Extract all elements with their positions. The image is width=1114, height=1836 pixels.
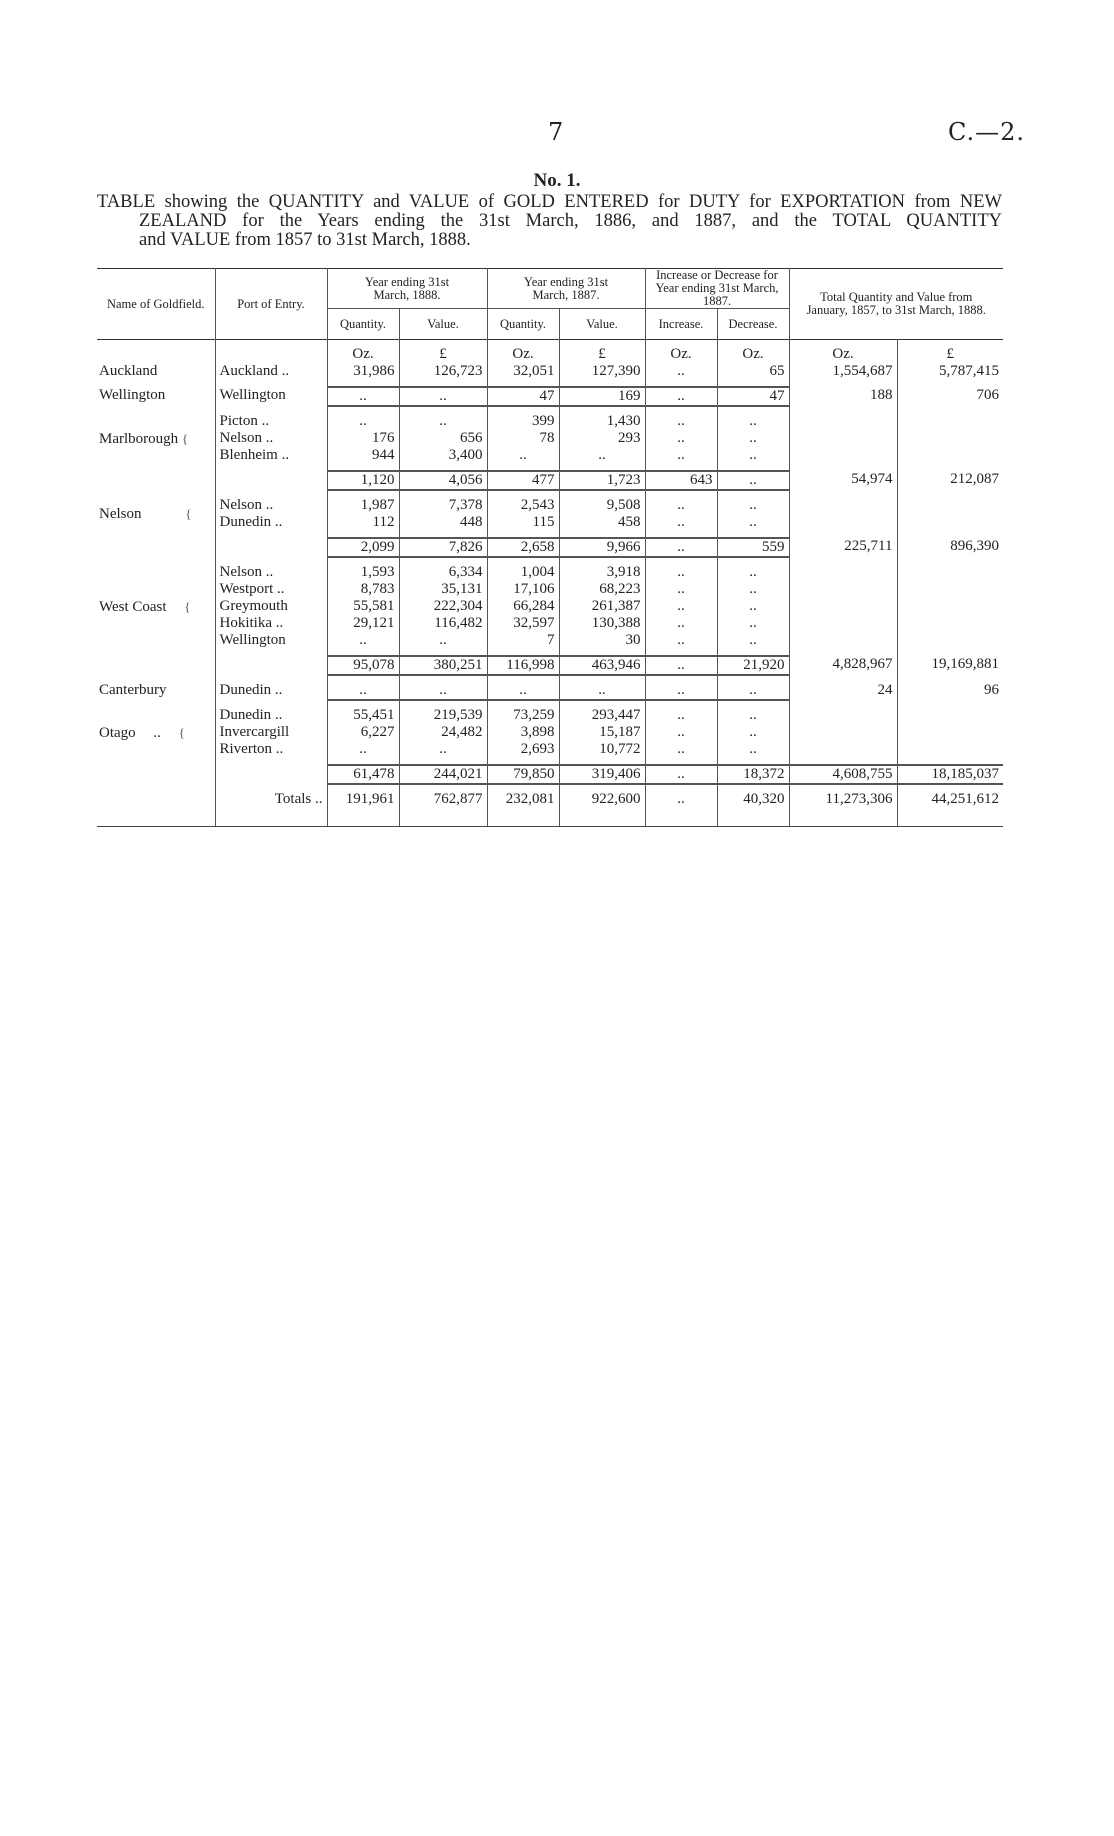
- cell: 244,021: [399, 765, 487, 784]
- cell: 222,304: [399, 598, 487, 615]
- goldfield-name: Nelson: [99, 506, 142, 522]
- cell: ..: [717, 564, 789, 581]
- table-row: [97, 413, 1003, 430]
- cell: ..: [717, 497, 789, 514]
- table-row: [97, 598, 1003, 615]
- cell: 66,284: [487, 598, 559, 615]
- table-row: [97, 682, 1003, 700]
- cell: 2,693: [487, 741, 559, 758]
- cell: ..: [717, 615, 789, 632]
- goldfield-name: Canterbury: [97, 682, 215, 700]
- table-row: [97, 632, 1003, 649]
- port-name: Nelson ..: [215, 497, 327, 514]
- cell: ..: [327, 632, 399, 649]
- unit-oz: Oz.: [487, 346, 559, 363]
- cell: ..: [327, 413, 399, 430]
- cell: 115: [487, 514, 559, 531]
- unit-pound: £: [559, 346, 645, 363]
- cell: ..: [717, 447, 789, 464]
- cell: 1,723: [559, 471, 645, 490]
- cell: 559: [717, 538, 789, 557]
- table-row: [97, 615, 1003, 632]
- cell: 31,986: [327, 363, 399, 380]
- cell: ..: [327, 741, 399, 758]
- goldfield-name: Wellington: [97, 387, 215, 406]
- cell: ..: [717, 724, 789, 741]
- header-increase-decrease: Increase or Decrease for Year ending 31st March, 1887.: [645, 269, 789, 309]
- unit-pound: £: [946, 346, 954, 362]
- cell: 29,121: [327, 615, 399, 632]
- cell: 2,658: [487, 538, 559, 557]
- cell: 1,004: [487, 564, 559, 581]
- cell: 1,554,687: [789, 363, 897, 380]
- table-row: [97, 724, 1003, 741]
- cell: 944: [327, 447, 399, 464]
- cell: 112: [327, 514, 399, 531]
- goldfield-name: West Coast: [99, 598, 167, 615]
- header-value-1887: Value.: [559, 309, 645, 340]
- port-name: Riverton ..: [215, 741, 327, 758]
- cell: 32,597: [487, 615, 559, 632]
- cell: ..: [399, 741, 487, 758]
- cell: 188: [789, 387, 897, 406]
- subtotal-row: [97, 471, 1003, 490]
- cell: 78: [487, 430, 559, 447]
- cell: 2,099: [327, 538, 399, 557]
- cell: ..: [645, 447, 717, 464]
- cell: 79,850: [487, 765, 559, 784]
- header-year-1888: Year ending 31st March, 1888.: [327, 269, 487, 309]
- gold-export-table: [97, 268, 1003, 826]
- cell: 116,482: [399, 615, 487, 632]
- cell: 643: [645, 471, 717, 490]
- cell: 61,478: [327, 765, 399, 784]
- cell: ..: [645, 791, 717, 808]
- cell: ..: [559, 682, 645, 700]
- goldfield-name: Marlborough: [99, 430, 179, 447]
- cell: 18,372: [717, 765, 789, 784]
- cell: ..: [645, 413, 717, 430]
- cell: 47: [717, 387, 789, 406]
- unit-pound: £: [399, 346, 487, 363]
- cell: ..: [645, 581, 717, 598]
- cell: 1,120: [327, 471, 399, 490]
- cell: 656: [399, 430, 487, 447]
- caption-line: and VALUE from 1857 to 31st March, 1888.: [139, 230, 471, 250]
- cell: ..: [717, 682, 789, 700]
- table-row: [97, 387, 1003, 406]
- table-row: [97, 497, 1003, 514]
- cell: ..: [487, 682, 559, 700]
- cell: ..: [645, 741, 717, 758]
- cell: 95,078: [327, 656, 399, 675]
- cell: 19,169,881: [931, 656, 1000, 672]
- cell: ..: [645, 682, 717, 700]
- cell: 706: [976, 387, 1000, 403]
- cell: 176: [327, 430, 399, 447]
- cell: ..: [399, 682, 487, 700]
- table-row: [97, 581, 1003, 598]
- cell: ..: [717, 471, 789, 490]
- subtotal-row: [97, 765, 1003, 784]
- cell: 169: [559, 387, 645, 406]
- cell: 896,390: [950, 538, 1000, 554]
- cell: 3,918: [559, 564, 645, 581]
- cell: 126,723: [399, 363, 487, 380]
- table-row: [97, 363, 1003, 380]
- port-name: Auckland ..: [215, 363, 327, 380]
- totals-label: Totals ..: [215, 791, 327, 808]
- cell: 8,783: [327, 581, 399, 598]
- cell: 21,920: [717, 656, 789, 675]
- cell: 293,447: [559, 707, 645, 724]
- cell: 5,787,415: [939, 363, 1000, 379]
- brace-icon: {: [184, 598, 191, 614]
- cell: ..: [327, 387, 399, 406]
- cell: ..: [399, 387, 487, 406]
- cell: 477: [487, 471, 559, 490]
- header-increase: Increase.: [645, 309, 717, 340]
- subtotal-row: [97, 656, 1003, 675]
- header-value-1888: Value.: [399, 309, 487, 340]
- cell: 73,259: [487, 707, 559, 724]
- port-name: Greymouth: [215, 598, 327, 615]
- cell: ..: [717, 598, 789, 615]
- table-row: [97, 430, 1003, 447]
- cell: 4,608,755: [789, 765, 897, 784]
- cell: ..: [399, 632, 487, 649]
- cell: 212,087: [950, 471, 1000, 487]
- brace-icon: {: [178, 724, 185, 740]
- table-caption: [97, 193, 1002, 250]
- cell: ..: [645, 632, 717, 649]
- header-year-1887: Year ending 31st March, 1887.: [487, 269, 645, 309]
- caption-line: TABLE showing the QUANTITY and VALUE of GOLD ENTERED for DUTY for EXPORTATION from NEW: [97, 192, 1002, 212]
- unit-oz: Oz.: [327, 346, 399, 363]
- port-name: Wellington: [215, 632, 327, 649]
- table-number: No. 1.: [533, 170, 581, 191]
- cell: 7,826: [399, 538, 487, 557]
- cell: 7: [487, 632, 559, 649]
- cell: 68,223: [559, 581, 645, 598]
- cell: 3,898: [487, 724, 559, 741]
- cell: ..: [645, 514, 717, 531]
- cell: ..: [645, 363, 717, 380]
- cell: ..: [717, 581, 789, 598]
- port-name: Dunedin ..: [215, 682, 327, 700]
- cell: ..: [717, 514, 789, 531]
- cell: 293: [559, 430, 645, 447]
- cell: ..: [717, 707, 789, 724]
- port-name: Blenheim ..: [215, 447, 327, 464]
- cell: ..: [645, 598, 717, 615]
- table-row: [97, 514, 1003, 531]
- totals-row: [97, 791, 1003, 808]
- cell: 10,772: [559, 741, 645, 758]
- cell: 35,131: [399, 581, 487, 598]
- cell: 225,711: [789, 538, 897, 557]
- cell: ..: [645, 707, 717, 724]
- port-name: Nelson ..: [215, 564, 327, 581]
- cell: 4,056: [399, 471, 487, 490]
- cell: ..: [645, 765, 717, 784]
- cell: 15,187: [559, 724, 645, 741]
- port-name: Nelson ..: [215, 430, 327, 447]
- goldfield-name: Otago: [99, 724, 136, 741]
- cell: 1,987: [327, 497, 399, 514]
- cell: 96: [984, 682, 1000, 698]
- port-name: Invercargill: [215, 724, 327, 741]
- port-name: Picton ..: [215, 413, 327, 430]
- cell: 18,185,037: [897, 765, 1003, 784]
- cell: 55,581: [327, 598, 399, 615]
- cell: 6,227: [327, 724, 399, 741]
- cell: ..: [717, 741, 789, 758]
- cell: 9,966: [559, 538, 645, 557]
- cell: ..: [717, 632, 789, 649]
- unit-oz: Oz.: [789, 346, 897, 363]
- port-name: Westport ..: [215, 581, 327, 598]
- cell: 448: [399, 514, 487, 531]
- cell: 7,378: [399, 497, 487, 514]
- brace-icon: {: [185, 506, 192, 521]
- port-name: Hokitika ..: [215, 615, 327, 632]
- port-name: Dunedin ..: [215, 514, 327, 531]
- header-quantity-1888: Quantity.: [327, 309, 399, 340]
- table-row: [97, 564, 1003, 581]
- cell: 380,251: [399, 656, 487, 675]
- table-bottom-rule: [97, 826, 1003, 827]
- cell: 1,593: [327, 564, 399, 581]
- subtotal-row: [97, 538, 1003, 557]
- cell: ..: [645, 497, 717, 514]
- cell: 463,946: [559, 656, 645, 675]
- cell: 399: [487, 413, 559, 430]
- table-row: [97, 741, 1003, 758]
- cell: 11,273,306: [789, 791, 897, 808]
- cell: 232,081: [487, 791, 559, 808]
- cell: 2,543: [487, 497, 559, 514]
- table-row: [97, 707, 1003, 724]
- cell: 922,600: [559, 791, 645, 808]
- table-row: [97, 447, 1003, 464]
- document-code: C.—2.: [948, 118, 1026, 146]
- units-row: [97, 346, 1003, 363]
- cell: 55,451: [327, 707, 399, 724]
- cell: 130,388: [559, 615, 645, 632]
- port-name: Wellington: [215, 387, 327, 406]
- cell: ..: [645, 656, 717, 675]
- cell: 1,430: [559, 413, 645, 430]
- port-name: Dunedin ..: [215, 707, 327, 724]
- cell: 24: [789, 682, 897, 700]
- page-number: 7: [548, 118, 564, 146]
- cell: 127,390: [559, 363, 645, 380]
- goldfield-name: Auckland: [97, 363, 215, 380]
- cell: 17,106: [487, 581, 559, 598]
- cell: ..: [559, 447, 645, 464]
- header-goldfield: Name of Goldfield.: [97, 269, 215, 340]
- cell: 3,400: [399, 447, 487, 464]
- cell: 40,320: [717, 791, 789, 808]
- cell: ..: [717, 430, 789, 447]
- cell: 54,974: [789, 471, 897, 490]
- cell: ..: [327, 682, 399, 700]
- cell: ..: [487, 447, 559, 464]
- cell: ..: [717, 413, 789, 430]
- cell: 762,877: [399, 791, 487, 808]
- caption-line: ZEALAND for the Years ending the 31st March, 1886, and 1887, and the TOTAL QUANTITY: [139, 211, 1002, 231]
- cell: 458: [559, 514, 645, 531]
- cell: ..: [645, 724, 717, 741]
- cell: 319,406: [559, 765, 645, 784]
- cell: ..: [645, 387, 717, 406]
- cell: ..: [645, 615, 717, 632]
- cell: 219,539: [399, 707, 487, 724]
- dots: ..: [153, 724, 161, 741]
- unit-oz: Oz.: [645, 346, 717, 363]
- cell: 261,387: [559, 598, 645, 615]
- cell: 116,998: [487, 656, 559, 675]
- cell: 30: [559, 632, 645, 649]
- cell: 9,508: [559, 497, 645, 514]
- cell: 24,482: [399, 724, 487, 741]
- cell: 44,251,612: [931, 791, 1000, 807]
- cell: ..: [399, 413, 487, 430]
- unit-oz: Oz.: [717, 346, 789, 363]
- cell: 4,828,967: [789, 656, 897, 675]
- cell: ..: [645, 430, 717, 447]
- cell: 65: [717, 363, 789, 380]
- header-decrease: Decrease.: [717, 309, 789, 340]
- cell: ..: [645, 564, 717, 581]
- cell: 6,334: [399, 564, 487, 581]
- brace-icon: {: [181, 430, 189, 446]
- cell: ..: [645, 538, 717, 557]
- cell: 32,051: [487, 363, 559, 380]
- header-port: Port of Entry.: [215, 269, 327, 340]
- cell: 191,961: [327, 791, 399, 808]
- cell: 47: [487, 387, 559, 406]
- header-quantity-1887: Quantity.: [487, 309, 559, 340]
- header-total: Total Quantity and Value from January, 1857, to 31st March, 1888.: [806, 290, 986, 317]
